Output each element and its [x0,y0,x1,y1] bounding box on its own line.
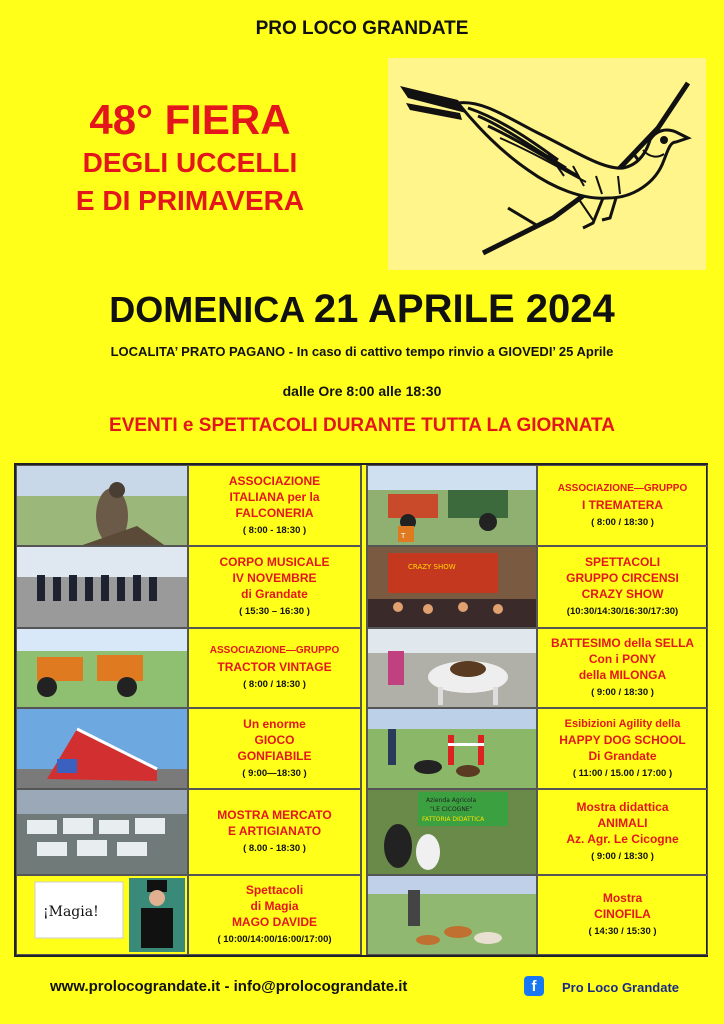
event-time: ( 9:00 / 18:30 ) [591,851,654,862]
farm-sign-line-1: Azienda Agricola [426,797,477,804]
event-card-corpo-musicale: CORPO MUSICALE IV NOVEMBRE di Grandate ( 15:30 – 16:30 ) [188,546,361,628]
event-time: (10:30/14:30/16:30/17:30) [566,606,679,617]
event-time: ( 8:00 / 18:30 ) [591,516,654,528]
photo-band [16,546,188,628]
photo-tractor-vintage [16,628,188,708]
event-card-pony: BATTESIMO della SELLA Con i PONY della MILONGA ( 9:00 / 18:30 ) [537,628,708,708]
events-heading: EVENTI e SPETTACOLI DURANTE TUTTA LA GIORNATA [109,415,615,436]
event-time: ( 8:00 - 18:30 ) [242,524,307,536]
facebook-icon[interactable]: f [524,976,544,996]
event-card-mostra-mercato: MOSTRA MERCATO E ARTIGIANATO ( 8.00 - 18:30 ) [188,789,361,875]
photo-cinofila [367,875,537,955]
photo-inflatable [16,708,188,789]
event-time: ( 8.00 - 18:30 ) [243,843,306,854]
footer-contacts[interactable]: www.prolocograndate.it - info@prolocograndate.it [50,978,408,995]
event-time: ( 9:00—18:30 ) [242,767,307,779]
farm-sign-line-2: "LE CICOGNE" [430,806,473,813]
event-time: ( 15:30 – 16:30 ) [239,606,310,617]
event-time: ( 8:00 / 18:30 ) [243,679,306,690]
event-card-animali: Mostra didattica ANIMALI Az. Agr. Le Cicogne ( 9:00 / 18:30 ) [537,789,708,875]
svg-text:T: T [401,532,406,540]
photo-market [16,789,188,875]
farm-sign-line-3: FATTORIA DIDATTICA [422,816,485,823]
date-weekday: DOMENICA [109,289,304,330]
event-card-crazy-show: SPETTACOLI GRUPPO CIRCENSI CRAZY SHOW (10:30/14:30/16:30/17:30) [537,546,708,628]
event-time: ( 14:30 / 15:30 ) [588,926,657,937]
event-card-gonfiabile: Un enorme GIOCO GONFIABILE ( 9:00—18:30 ) [188,708,361,789]
event-card-mago: Spettacoli di Magia MAGO DAVIDE ( 10:00/14:00/16:00/17:00) [188,875,361,955]
event-card-tractor-vintage: ASSOCIAZIONE—GRUPPO TRACTOR VINTAGE ( 8:00 / 18:30 ) [188,628,361,708]
photo-falcon [16,465,188,546]
event-card-falconeria: ASSOCIAZIONE ITALIANA per la FALCONERIA ( 8:00 - 18:30 ) [188,465,361,546]
event-card-trematera: ASSOCIAZIONE—GRUPPO I TREMATERA ( 8:00 / 18:30 ) [537,465,708,546]
photo-circus [367,546,537,628]
date-day-month-year: 21 APRILE 2024 [313,287,615,331]
magia-card-text: ¡Magia! [43,904,99,920]
event-location: LOCALITA’ PRATO PAGANO - In caso di cattivo tempo rinvio a GIOVEDI’ 25 Aprile [110,344,614,359]
facebook-page-link[interactable]: Pro Loco Grandate [562,980,680,995]
bird-illustration [388,58,706,270]
event-time: ( 11:00 / 15.00 / 17:00 ) [572,767,673,779]
event-time: ( 10:00/14:00/16:00/17:00) [217,934,332,945]
event-hours: dalle Ore 8:00 alle 18:30 [282,383,442,399]
title-line-1: 48° FIERA [89,96,291,143]
organizer-name: PRO LOCO GRANDATE [255,18,469,39]
event-title [20,96,360,220]
title-line-2: DEGLI UCCELLI [82,147,298,178]
events-grid [14,463,708,957]
event-time: ( 9:00 / 18:30 ) [591,687,654,698]
photo-farm-animals [367,789,537,875]
event-card-agility: Esibizioni Agility della HAPPY DOG SCHOOL Di Grandate ( 11:00 / 15.00 / 17:00 ) [537,708,708,789]
photo-tractors-trematera [367,465,537,546]
title-line-3: E DI PRIMAVERA [75,185,305,216]
photo-agility-dogs [367,708,537,789]
photo-magic [16,875,188,955]
photo-pony [367,628,537,708]
event-date [0,287,724,332]
circus-sign-text: CRAZY SHOW [408,563,456,571]
event-card-cinofila: Mostra CINOFILA ( 14:30 / 15:30 ) [537,875,708,955]
